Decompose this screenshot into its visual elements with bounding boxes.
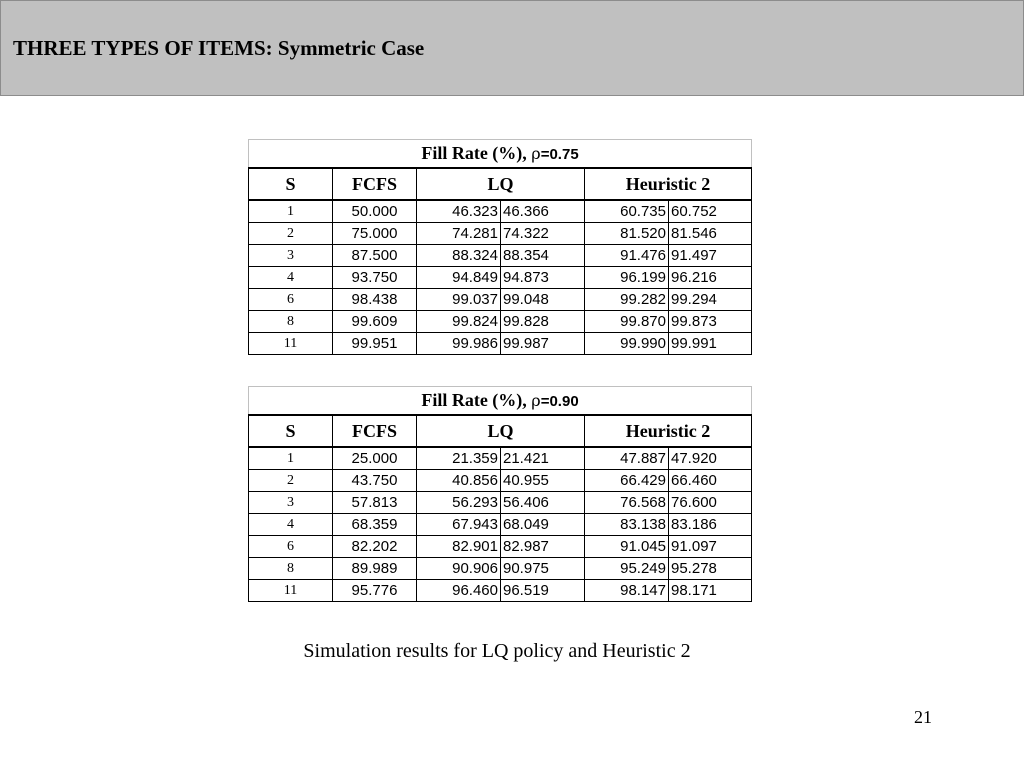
table-caption-row (249, 387, 752, 416)
cell-lq-a: 82.901 (417, 536, 501, 558)
cell-lq-a: 99.824 (417, 311, 501, 333)
table-row (249, 536, 752, 558)
table-row (249, 311, 752, 333)
header-fcfs: FCFS (333, 415, 417, 447)
cell-fcfs: 43.750 (333, 470, 417, 492)
cell-fcfs: 99.951 (333, 333, 417, 355)
cell-lq-b: 21.421 (501, 447, 585, 470)
cell-s: 11 (249, 333, 333, 355)
cell-s: 4 (249, 267, 333, 289)
cell-fcfs: 57.813 (333, 492, 417, 514)
cell-s: 3 (249, 245, 333, 267)
header-lq: LQ (417, 168, 585, 200)
cell-s: 1 (249, 200, 333, 223)
header-s: S (249, 415, 333, 447)
cell-lq-a: 90.906 (417, 558, 501, 580)
cell-lq-a: 56.293 (417, 492, 501, 514)
cell-lq-b: 94.873 (501, 267, 585, 289)
fill-rate-table-rho-090 (248, 386, 752, 602)
cell-lq-b: 40.955 (501, 470, 585, 492)
cell-h2-a: 83.138 (585, 514, 669, 536)
cell-h2-b: 99.873 (669, 311, 752, 333)
table-caption-row (249, 140, 752, 169)
header-heuristic-2: Heuristic 2 (585, 168, 752, 200)
header-heuristic-2: Heuristic 2 (585, 415, 752, 447)
table-row (249, 267, 752, 289)
cell-h2-a: 99.870 (585, 311, 669, 333)
rho-symbol: ρ (531, 391, 541, 410)
cell-lq-b: 82.987 (501, 536, 585, 558)
cell-s: 8 (249, 311, 333, 333)
cell-h2-a: 99.990 (585, 333, 669, 355)
cell-fcfs: 68.359 (333, 514, 417, 536)
cell-s: 4 (249, 514, 333, 536)
cell-fcfs: 82.202 (333, 536, 417, 558)
cell-h2-a: 96.199 (585, 267, 669, 289)
table-caption (249, 140, 752, 169)
table-row (249, 470, 752, 492)
cell-s: 3 (249, 492, 333, 514)
cell-s: 6 (249, 536, 333, 558)
cell-lq-a: 88.324 (417, 245, 501, 267)
cell-fcfs: 50.000 (333, 200, 417, 223)
cell-h2-a: 60.735 (585, 200, 669, 223)
header-fcfs: FCFS (333, 168, 417, 200)
cell-h2-b: 99.294 (669, 289, 752, 311)
cell-h2-a: 91.045 (585, 536, 669, 558)
cell-lq-a: 94.849 (417, 267, 501, 289)
cell-fcfs: 93.750 (333, 267, 417, 289)
cell-h2-b: 81.546 (669, 223, 752, 245)
table-row (249, 580, 752, 602)
cell-h2-b: 76.600 (669, 492, 752, 514)
cell-h2-a: 76.568 (585, 492, 669, 514)
header-s: S (249, 168, 333, 200)
cell-lq-a: 96.460 (417, 580, 501, 602)
cell-h2-b: 60.752 (669, 200, 752, 223)
cell-h2-b: 91.097 (669, 536, 752, 558)
table-row (249, 492, 752, 514)
cell-lq-b: 99.828 (501, 311, 585, 333)
cell-lq-b: 90.975 (501, 558, 585, 580)
table-header-row (249, 415, 752, 447)
cell-lq-a: 21.359 (417, 447, 501, 470)
cell-s: 8 (249, 558, 333, 580)
cell-fcfs: 75.000 (333, 223, 417, 245)
cell-h2-b: 95.278 (669, 558, 752, 580)
cell-lq-b: 46.366 (501, 200, 585, 223)
cell-h2-b: 47.920 (669, 447, 752, 470)
header-lq: LQ (417, 415, 585, 447)
table-row (249, 558, 752, 580)
cell-fcfs: 98.438 (333, 289, 417, 311)
cell-fcfs: 87.500 (333, 245, 417, 267)
cell-lq-b: 88.354 (501, 245, 585, 267)
table-caption (249, 387, 752, 416)
cell-h2-a: 81.520 (585, 223, 669, 245)
cell-lq-b: 74.322 (501, 223, 585, 245)
cell-h2-b: 96.216 (669, 267, 752, 289)
cell-s: 11 (249, 580, 333, 602)
cell-s: 2 (249, 470, 333, 492)
table-row (249, 245, 752, 267)
table-row (249, 333, 752, 355)
rho-value: =0.90 (540, 393, 579, 410)
fill-rate-table-rho-075 (248, 139, 752, 355)
cell-fcfs: 95.776 (333, 580, 417, 602)
cell-lq-a: 67.943 (417, 514, 501, 536)
page-number: 21 (914, 707, 932, 727)
table-header-row (249, 168, 752, 200)
table-row (249, 289, 752, 311)
cell-lq-a: 99.986 (417, 333, 501, 355)
cell-h2-a: 95.249 (585, 558, 669, 580)
cell-lq-b: 68.049 (501, 514, 585, 536)
table-row (249, 200, 752, 223)
cell-h2-b: 66.460 (669, 470, 752, 492)
cell-s: 2 (249, 223, 333, 245)
slide-title: THREE TYPES OF ITEMS: Symmetric Case (13, 36, 425, 60)
cell-h2-b: 98.171 (669, 580, 752, 602)
cell-s: 1 (249, 447, 333, 470)
cell-fcfs: 99.609 (333, 311, 417, 333)
cell-lq-a: 99.037 (417, 289, 501, 311)
cell-h2-b: 91.497 (669, 245, 752, 267)
cell-h2-b: 83.186 (669, 514, 752, 536)
cell-h2-a: 91.476 (585, 245, 669, 267)
cell-h2-a: 98.147 (585, 580, 669, 602)
cell-lq-a: 74.281 (417, 223, 501, 245)
table-row (249, 447, 752, 470)
caption-prefix: Fill Rate (%), (421, 390, 532, 410)
cell-lq-b: 96.519 (501, 580, 585, 602)
cell-s: 6 (249, 289, 333, 311)
rho-symbol: ρ (531, 144, 541, 163)
cell-h2-a: 66.429 (585, 470, 669, 492)
table-row (249, 514, 752, 536)
cell-h2-a: 99.282 (585, 289, 669, 311)
cell-h2-a: 47.887 (585, 447, 669, 470)
cell-lq-b: 99.048 (501, 289, 585, 311)
cell-fcfs: 89.989 (333, 558, 417, 580)
table-row (249, 223, 752, 245)
cell-lq-a: 46.323 (417, 200, 501, 223)
cell-lq-b: 99.987 (501, 333, 585, 355)
cell-h2-b: 99.991 (669, 333, 752, 355)
cell-lq-a: 40.856 (417, 470, 501, 492)
cell-lq-b: 56.406 (501, 492, 585, 514)
caption-prefix: Fill Rate (%), (421, 143, 532, 163)
title-bar (0, 0, 1024, 96)
cell-fcfs: 25.000 (333, 447, 417, 470)
slide-caption: Simulation results for LQ policy and Heuristic 2 (303, 640, 691, 662)
rho-value: =0.75 (540, 146, 579, 163)
